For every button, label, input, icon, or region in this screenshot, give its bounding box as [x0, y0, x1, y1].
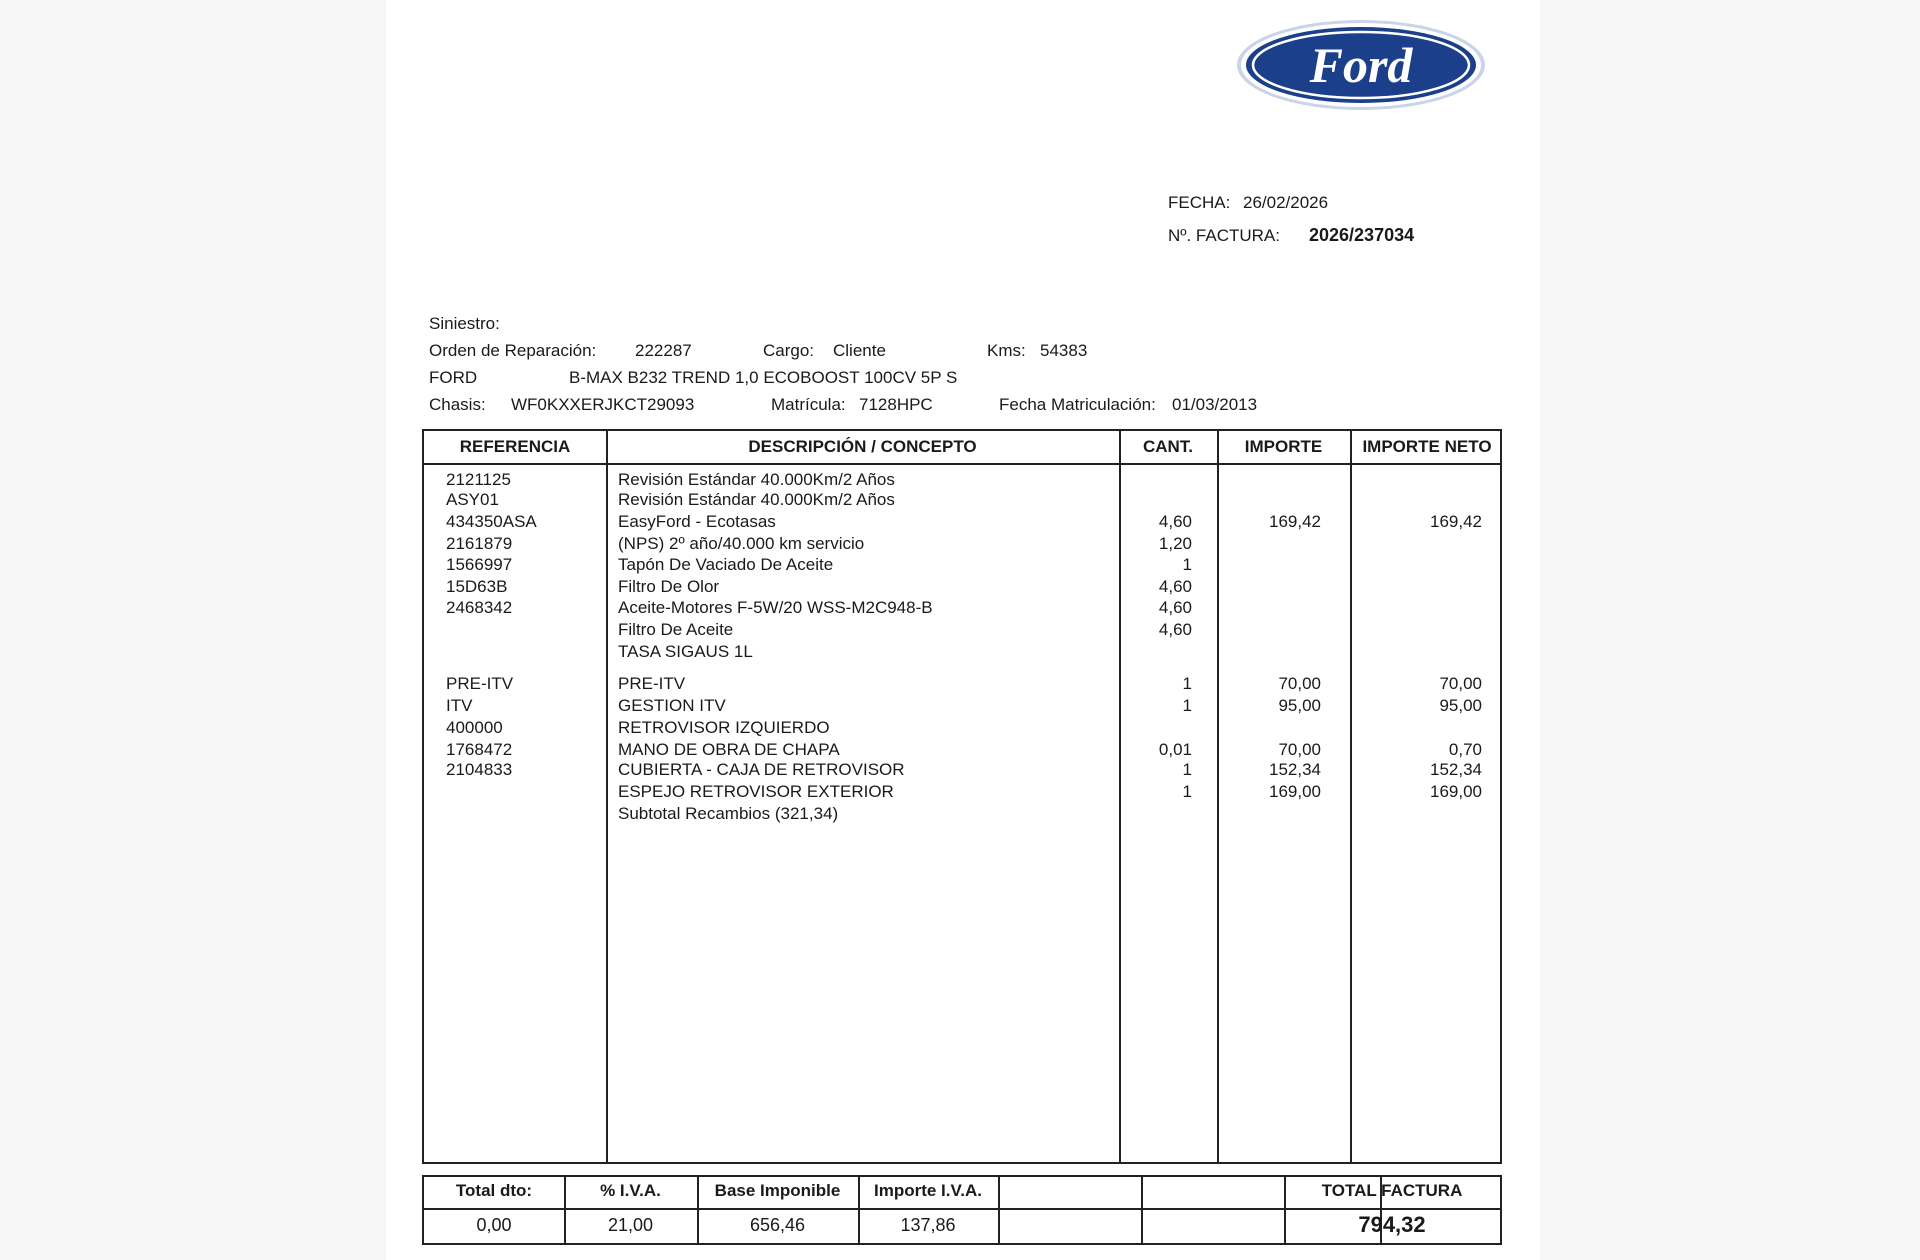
siniestro-label: Siniestro: [429, 314, 500, 333]
row-descripcion: GESTION ITV [618, 696, 726, 715]
row-descripcion: EasyFord - Ecotasas [618, 512, 776, 531]
row-descripcion: Filtro De Aceite [618, 620, 734, 639]
row-importe: 152,34 [1269, 760, 1321, 779]
row-descripcion: Revisión Estándar 40.000Km/2 Años [618, 490, 895, 509]
row-referencia: 400000 [446, 718, 503, 737]
row-descripcion: Tapón De Vaciado De Aceite [618, 555, 834, 574]
row-descripcion: Filtro De Olor [618, 577, 720, 596]
row-descripcion: MANO DE OBRA DE CHAPA [618, 740, 840, 759]
row-importe: 70,00 [1278, 674, 1321, 693]
fecha-value: 26/02/2026 [1243, 193, 1329, 212]
row-cantidad: 1 [1182, 782, 1192, 801]
row-referencia: 2468342 [446, 598, 513, 617]
iva-percent-value: 21,00 [607, 1215, 654, 1235]
row-importe-neto: 70,00 [1439, 674, 1482, 693]
totals-table [422, 1175, 1502, 1245]
iva-percent-label: % I.V.A. [600, 1181, 661, 1200]
fecha-matriculacion-value: 01/03/2013 [1172, 395, 1258, 414]
col-header-referencia: REFERENCIA [459, 437, 571, 456]
row-cantidad: 1 [1182, 674, 1192, 693]
kms-value: 54383 [1040, 341, 1088, 360]
chasis-value: WF0KXXERJKCT29093 [511, 395, 695, 414]
cargo-value: Cliente [833, 341, 886, 360]
row-cantidad: 1,20 [1158, 534, 1192, 553]
row-referencia: 434350ASA [446, 512, 537, 531]
table-row [424, 639, 1504, 665]
row-descripcion: Subtotal Recambios (321,34) [618, 804, 839, 823]
total-factura-value: 794,32 [1358, 1212, 1426, 1237]
fecha-matriculacion-label: Fecha Matriculación: [999, 395, 1156, 414]
base-imponible-value: 656,46 [749, 1215, 806, 1235]
col-header-importe: IMPORTE [1244, 437, 1323, 456]
row-importe-neto: 169,42 [1430, 512, 1482, 531]
row-referencia: ITV [446, 696, 473, 715]
row-importe-neto: 95,00 [1439, 696, 1482, 715]
row-importe-neto: 169,00 [1430, 782, 1482, 801]
factura-label: Nº. FACTURA: [1168, 226, 1280, 245]
line-items-table [422, 429, 1502, 1164]
row-importe-neto: 0,70 [1448, 740, 1482, 759]
row-referencia: ASY01 [446, 490, 499, 509]
kms-label: Kms: [987, 341, 1026, 360]
orden-value: 222287 [635, 341, 692, 360]
row-referencia: 2104833 [446, 760, 513, 779]
svg-text:Ford: Ford [1309, 37, 1413, 93]
orden-label: Orden de Reparación: [429, 341, 597, 360]
row-cantidad: 4,60 [1158, 598, 1192, 617]
row-referencia: 2121125 [446, 470, 511, 489]
row-importe: 95,00 [1278, 696, 1321, 715]
row-descripcion: CUBIERTA - CAJA DE RETROVISOR [618, 760, 905, 779]
row-descripcion: Aceite-Motores F-5W/20 WSS-M2C948-B [618, 598, 933, 617]
cargo-label: Cargo: [763, 341, 815, 360]
row-cantidad: 4,60 [1158, 620, 1192, 639]
row-referencia: 2161879 [446, 534, 513, 553]
row-descripcion: TASA SIGAUS 1L [618, 642, 753, 661]
row-descripcion: RETROVISOR IZQUIERDO [618, 718, 830, 737]
total-factura-label: TOTAL FACTURA [1321, 1181, 1463, 1200]
row-descripcion: ESPEJO RETROVISOR EXTERIOR [618, 782, 894, 801]
row-importe: 169,42 [1269, 512, 1321, 531]
row-cantidad: 1 [1182, 760, 1192, 779]
row-referencia: PRE-ITV [446, 674, 514, 693]
matricula-label: Matrícula: [771, 395, 846, 414]
row-descripcion: (NPS) 2º año/40.000 km servicio [618, 534, 865, 553]
chasis-label: Chasis: [429, 395, 486, 414]
row-importe: 70,00 [1278, 740, 1321, 759]
row-cantidad: 1 [1182, 555, 1192, 574]
row-descripcion: Revisión Estándar 40.000Km/2 Años [618, 470, 895, 489]
col-header-cantidad: CANT. [1142, 437, 1194, 456]
row-cantidad: 0,01 [1158, 740, 1192, 759]
row-cantidad: 1 [1182, 696, 1192, 715]
col-header-importe-neto: IMPORTE NETO [1362, 437, 1492, 456]
row-importe-neto: 152,34 [1430, 760, 1482, 779]
base-imponible-label: Base Imponible [714, 1181, 841, 1200]
total-dto-label: Total dto: [455, 1181, 533, 1200]
vehicle-model: B-MAX B232 TREND 1,0 ECOBOOST 100CV 5P S [569, 368, 958, 387]
total-dto-value: 0,00 [476, 1215, 512, 1235]
ford-logo [1235, 18, 1487, 112]
row-cantidad: 4,60 [1158, 577, 1192, 596]
factura-number: 2026/237034 [1309, 225, 1415, 245]
row-referencia: 1566997 [446, 555, 513, 574]
row-descripcion: PRE-ITV [618, 674, 686, 693]
row-referencia: 1768472 [446, 740, 513, 759]
importe-iva-value: 137,86 [900, 1215, 956, 1235]
col-header-descripcion: DESCRIPCIÓN / CONCEPTO [748, 437, 977, 456]
importe-iva-label: Importe I.V.A. [873, 1181, 982, 1200]
fecha-label: FECHA: [1168, 193, 1231, 212]
row-cantidad: 4,60 [1158, 512, 1192, 531]
row-importe: 169,00 [1269, 782, 1321, 801]
invoice-page [386, 0, 1540, 1260]
table-row [424, 801, 1504, 827]
row-referencia: 15D63B [446, 577, 508, 596]
matricula-value: 7128HPC [859, 395, 933, 414]
vehicle-make: FORD [429, 368, 478, 387]
